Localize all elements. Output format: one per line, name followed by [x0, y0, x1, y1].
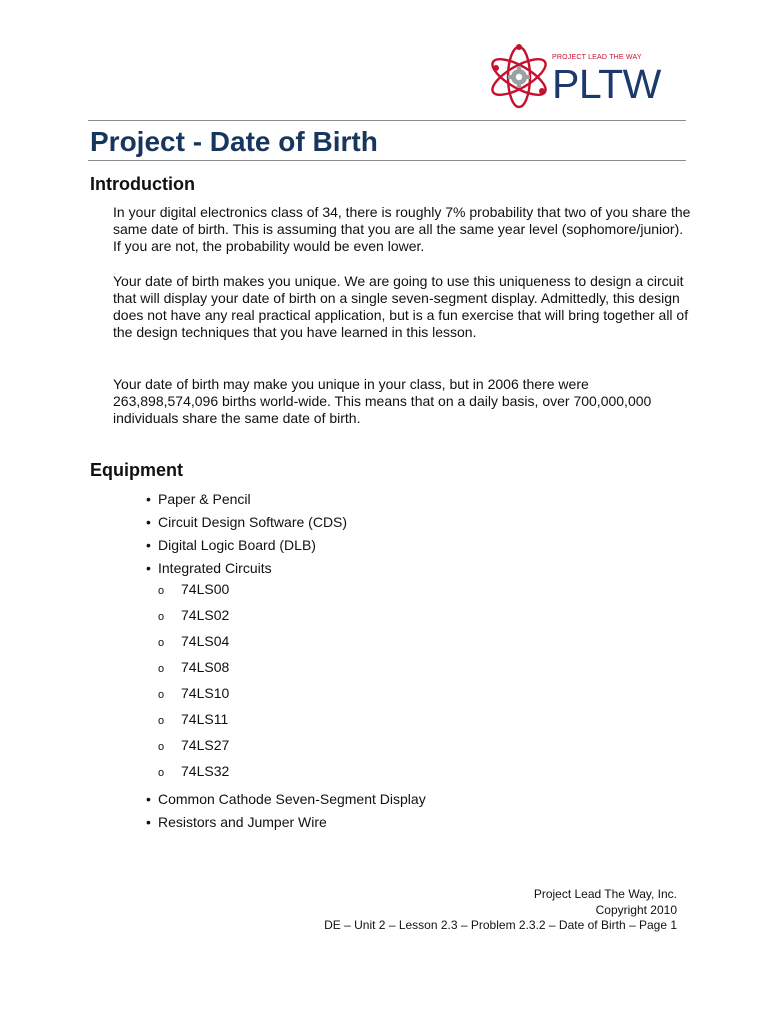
circle-bullet-icon: o	[158, 663, 165, 675]
ic-sub-item	[158, 632, 229, 652]
item-label: Circuit Design Software (CDS)	[158, 514, 348, 530]
list-item	[146, 790, 426, 808]
ic-label: 74LS00	[181, 581, 230, 597]
ic-sub-item	[158, 736, 229, 756]
circle-bullet-icon: o	[158, 741, 165, 753]
circle-bullet-icon: o	[158, 715, 165, 727]
ic-label: 74LS10	[181, 685, 230, 701]
title-rule-bottom	[88, 160, 686, 161]
bullet-icon: •	[146, 537, 151, 553]
item-label: Paper & Pencil	[158, 491, 251, 507]
list-item	[146, 536, 316, 554]
bullet-icon: •	[146, 514, 151, 530]
atom-gear-icon	[488, 44, 558, 110]
item-label: Integrated Circuits	[158, 560, 272, 576]
bullet-icon: •	[146, 560, 151, 576]
bullet-icon: •	[146, 814, 151, 830]
intro-paragraph: In your digital electronics class of 34, there is roughly 7% probability that two of you share the same date of birth. This is assuming that you are all the same year level (sophomore/junior). If you are not, the probability would be even lower.	[113, 204, 691, 254]
ic-sub-item	[158, 658, 229, 678]
ic-sub-item	[158, 580, 229, 600]
ic-label: 74LS08	[181, 659, 230, 675]
item-label: Common Cathode Seven-Segment Display	[158, 791, 426, 807]
item-label: Digital Logic Board (DLB)	[158, 537, 316, 553]
ic-label: 74LS32	[181, 763, 230, 779]
ic-label: 74LS27	[181, 737, 230, 753]
logo-tagline: PROJECT LEAD THE WAY	[552, 54, 642, 61]
ic-label: 74LS02	[181, 607, 230, 623]
ic-sub-item	[158, 606, 229, 626]
list-item	[146, 559, 272, 577]
title-rule-top	[88, 120, 686, 121]
circle-bullet-icon: o	[158, 689, 165, 701]
ic-label: 74LS04	[181, 633, 230, 649]
ic-sub-item	[158, 710, 228, 730]
intro-paragraph: Your date of birth may make you unique in your class, but in 2006 there were 263,898,574,096 births world-wide. This means that on a daily basis, over 700,000,000 individuals share the same date of birth.	[113, 376, 652, 426]
page-title: Project - Date of Birth	[90, 126, 378, 157]
footer-copyright: Copyright 2010	[595, 902, 677, 917]
ic-label: 74LS11	[181, 711, 229, 727]
circle-bullet-icon: o	[158, 637, 165, 649]
circle-bullet-icon: o	[158, 585, 165, 597]
circle-bullet-icon: o	[158, 767, 165, 779]
footer-org: Project Lead The Way, Inc.	[533, 887, 677, 901]
intro-paragraph: Your date of birth makes you unique. We are going to use this uniqueness to design a circuit that will display your date of birth on a single seven-segment display. Admittedly, this design does not have any real practical application, but is a fun exercise that will bring together all of the design techniques that you have learned in this lesson.	[113, 273, 689, 340]
circle-bullet-icon: o	[158, 611, 165, 623]
bullet-icon: •	[146, 491, 151, 507]
item-label: Resistors and Jumper Wire	[158, 814, 327, 830]
list-item	[146, 513, 347, 531]
logo-wordmark: PLTW	[552, 61, 661, 107]
list-item	[146, 490, 251, 508]
introduction-heading: Introduction	[90, 174, 195, 194]
list-item	[146, 813, 327, 831]
footer-page-ref: DE – Unit 2 – Lesson 2.3 – Problem 2.3.2 – Date of Birth – Page 1	[324, 918, 677, 932]
ic-sub-item	[158, 762, 229, 782]
page-footer	[324, 887, 677, 934]
equipment-heading: Equipment	[90, 460, 183, 480]
pltw-logo	[488, 44, 680, 110]
bullet-icon: •	[146, 791, 151, 807]
ic-sub-item	[158, 684, 229, 704]
